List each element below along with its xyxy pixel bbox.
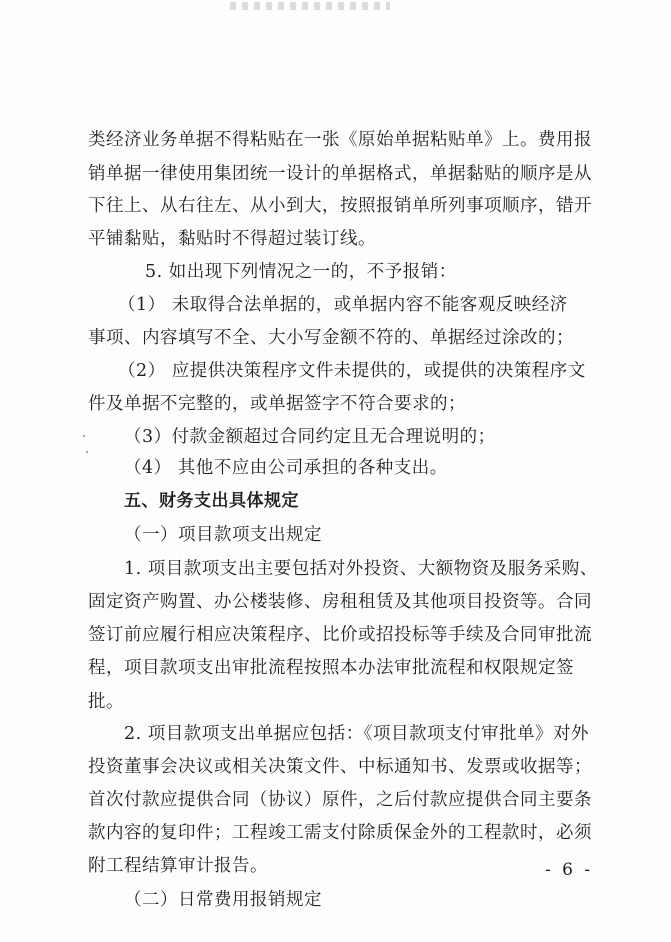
body-line-10: （3）付款金额超过合同约定且无合理说明的； bbox=[124, 427, 496, 447]
body-line-2: 销单据一律使用集团统一设计的单据格式，单据黏贴的顺序是从 bbox=[88, 164, 592, 184]
scan-speck bbox=[83, 435, 85, 437]
page-number: - 6 - bbox=[545, 860, 594, 880]
subsection-heading-2: （二）日常费用报销规定 bbox=[124, 890, 322, 910]
body-line-16: 批。 bbox=[88, 692, 124, 712]
body-line-8: （2） 应提供决策程序文件未提供的，或提供的决策程序文 bbox=[118, 361, 586, 381]
body-line-21: 附工程结算审计报告。 bbox=[88, 856, 268, 876]
subsection-heading-1: （一）项目款项支出规定 bbox=[124, 525, 322, 545]
body-line-11: （4） 其他不应由公司承担的各种支出。 bbox=[124, 458, 448, 478]
body-line-15: 程，项目款项支出审批流程按照本办法审批流程和权限规定签 bbox=[88, 658, 574, 678]
section-heading-5: 五、财务支出具体规定 bbox=[124, 491, 299, 511]
body-line-3: 下往上、从右往左、从小到大，按照报销单所列事项顺序，错开 bbox=[88, 196, 592, 216]
body-line-19: 首次付款应提供合同（协议）原件，之后付款应提供合同主要条 bbox=[88, 790, 592, 810]
body-line-13: 固定资产购置、办公楼装修、房租租赁及其他项目投资等。合同 bbox=[88, 592, 592, 612]
body-line-14: 签订前应履行相应决策程序、比价或招投标等手续及合同审批流 bbox=[88, 625, 592, 645]
body-line-17: 2. 项目款项支出单据应包括：《项目款项支付审批单》对外 bbox=[124, 724, 590, 744]
body-line-5: 5. 如出现下列情况之一的，不予报销： bbox=[145, 262, 457, 282]
body-line-9: 件及单据不完整的，或单据签字不符合要求的； bbox=[88, 394, 466, 414]
body-line-18: 投资董事会决议或相关决策文件、中标通知书、发票或收据等； bbox=[88, 757, 592, 777]
body-line-7: 事项、内容填写不全、大小写金额不符的、单据经过涂改的； bbox=[88, 328, 574, 348]
body-line-1: 类经济业务单据不得粘贴在一张《原始单据粘贴单》上。费用报 bbox=[88, 130, 592, 150]
body-line-4: 平铺黏贴，黏贴时不得超过装订线。 bbox=[88, 229, 376, 249]
body-line-20: 款内容的复印件；工程竣工需支付除质保金外的工程款时，必须 bbox=[88, 823, 592, 843]
body-line-12: 1. 项目款项支出主要包括对外投资、大额物资及服务采购、 bbox=[124, 559, 598, 579]
body-line-6: （1） 未取得合法单据的，或单据内容不能客观反映经济 bbox=[118, 295, 568, 315]
scan-artifact bbox=[230, 2, 390, 10]
scan-speck bbox=[86, 451, 88, 453]
